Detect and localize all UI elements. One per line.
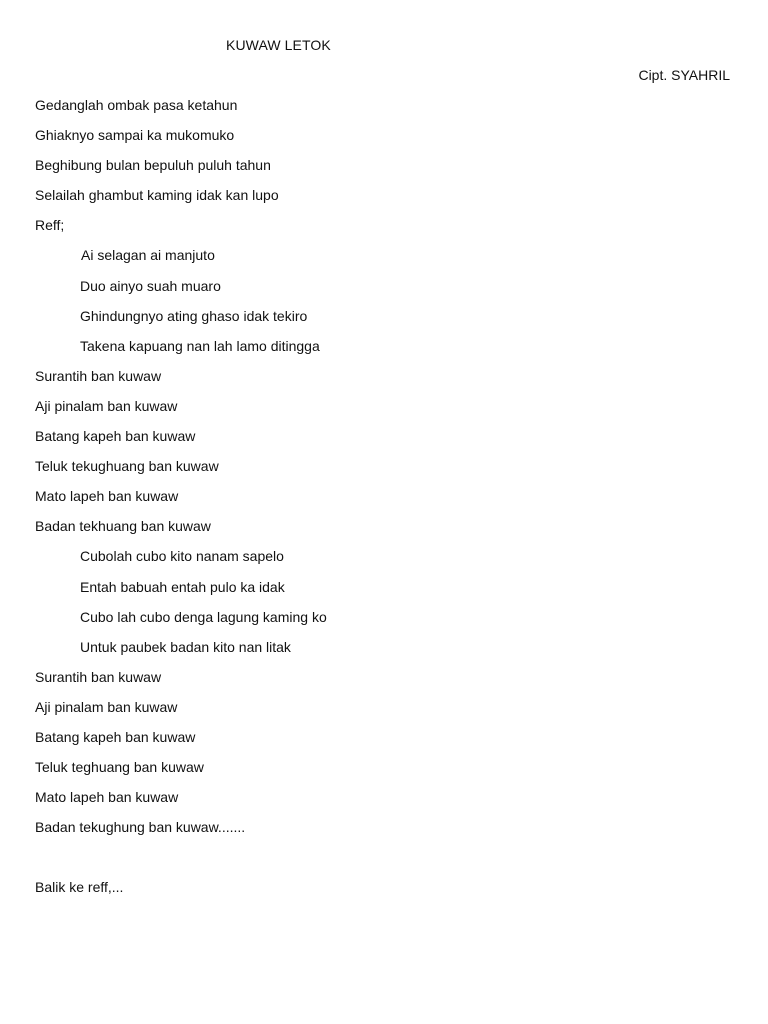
lyric-line: Mato lapeh ban kuwaw [35, 488, 179, 505]
lyric-line: Ghindungnyo ating ghaso idak tekiro [80, 307, 308, 324]
lyric-line: Entah babuah entah pulo ka idak [80, 578, 285, 595]
lyric-line: Gedanglah ombak pasa ketahun [35, 97, 238, 113]
song-author: Cipt. SYAHRIL [638, 67, 730, 83]
lyrics-body [35, 97, 735, 910]
lyric-line: Untuk paubek badan kito nan litak [80, 638, 291, 655]
blank-line [35, 849, 735, 879]
lyric-line: Batang kapeh ban kuwaw [35, 428, 196, 445]
lyric-line: Takena kapuang nan lah lamo ditingga [80, 337, 320, 354]
lyric-line: Surantih ban kuwaw [35, 668, 162, 685]
lyric-line: Aji pinalam ban kuwaw [35, 698, 178, 715]
lyric-line: Teluk teghuang ban kuwaw [35, 759, 204, 776]
lyric-line: Aji pinalam ban kuwaw [35, 397, 178, 414]
lyric-line: Surantih ban kuwaw [35, 367, 162, 384]
lyric-line: Batang kapeh ban kuwaw [35, 728, 196, 745]
lyric-line: Cubo lah cubo denga lagung kaming ko [80, 608, 327, 625]
lyric-line: Duo ainyo suah muaro [80, 277, 221, 294]
lyric-line: Badan tekhuang ban kuwaw [35, 518, 211, 535]
lyric-line: Ghiaknyo sampai ka mukomuko [35, 127, 235, 144]
lyric-line: Selailah ghambut kaming idak kan lupo [35, 187, 279, 204]
lyric-line: Teluk tekughuang ban kuwaw [35, 458, 219, 475]
lyric-line: Ai selagan ai manjuto [81, 247, 215, 264]
lyric-line: Cubolah cubo kito nanam sapelo [80, 548, 284, 565]
closing-note: Balik ke reff,... [35, 879, 124, 896]
reff-label: Reff; [35, 217, 65, 234]
song-title: KUWAW LETOK [226, 37, 331, 53]
lyric-line: Beghibung bulan bepuluh puluh tahun [35, 157, 271, 174]
lyric-line: Badan tekughung ban kuwaw....... [35, 819, 246, 836]
lyric-line: Mato lapeh ban kuwaw [35, 789, 179, 806]
